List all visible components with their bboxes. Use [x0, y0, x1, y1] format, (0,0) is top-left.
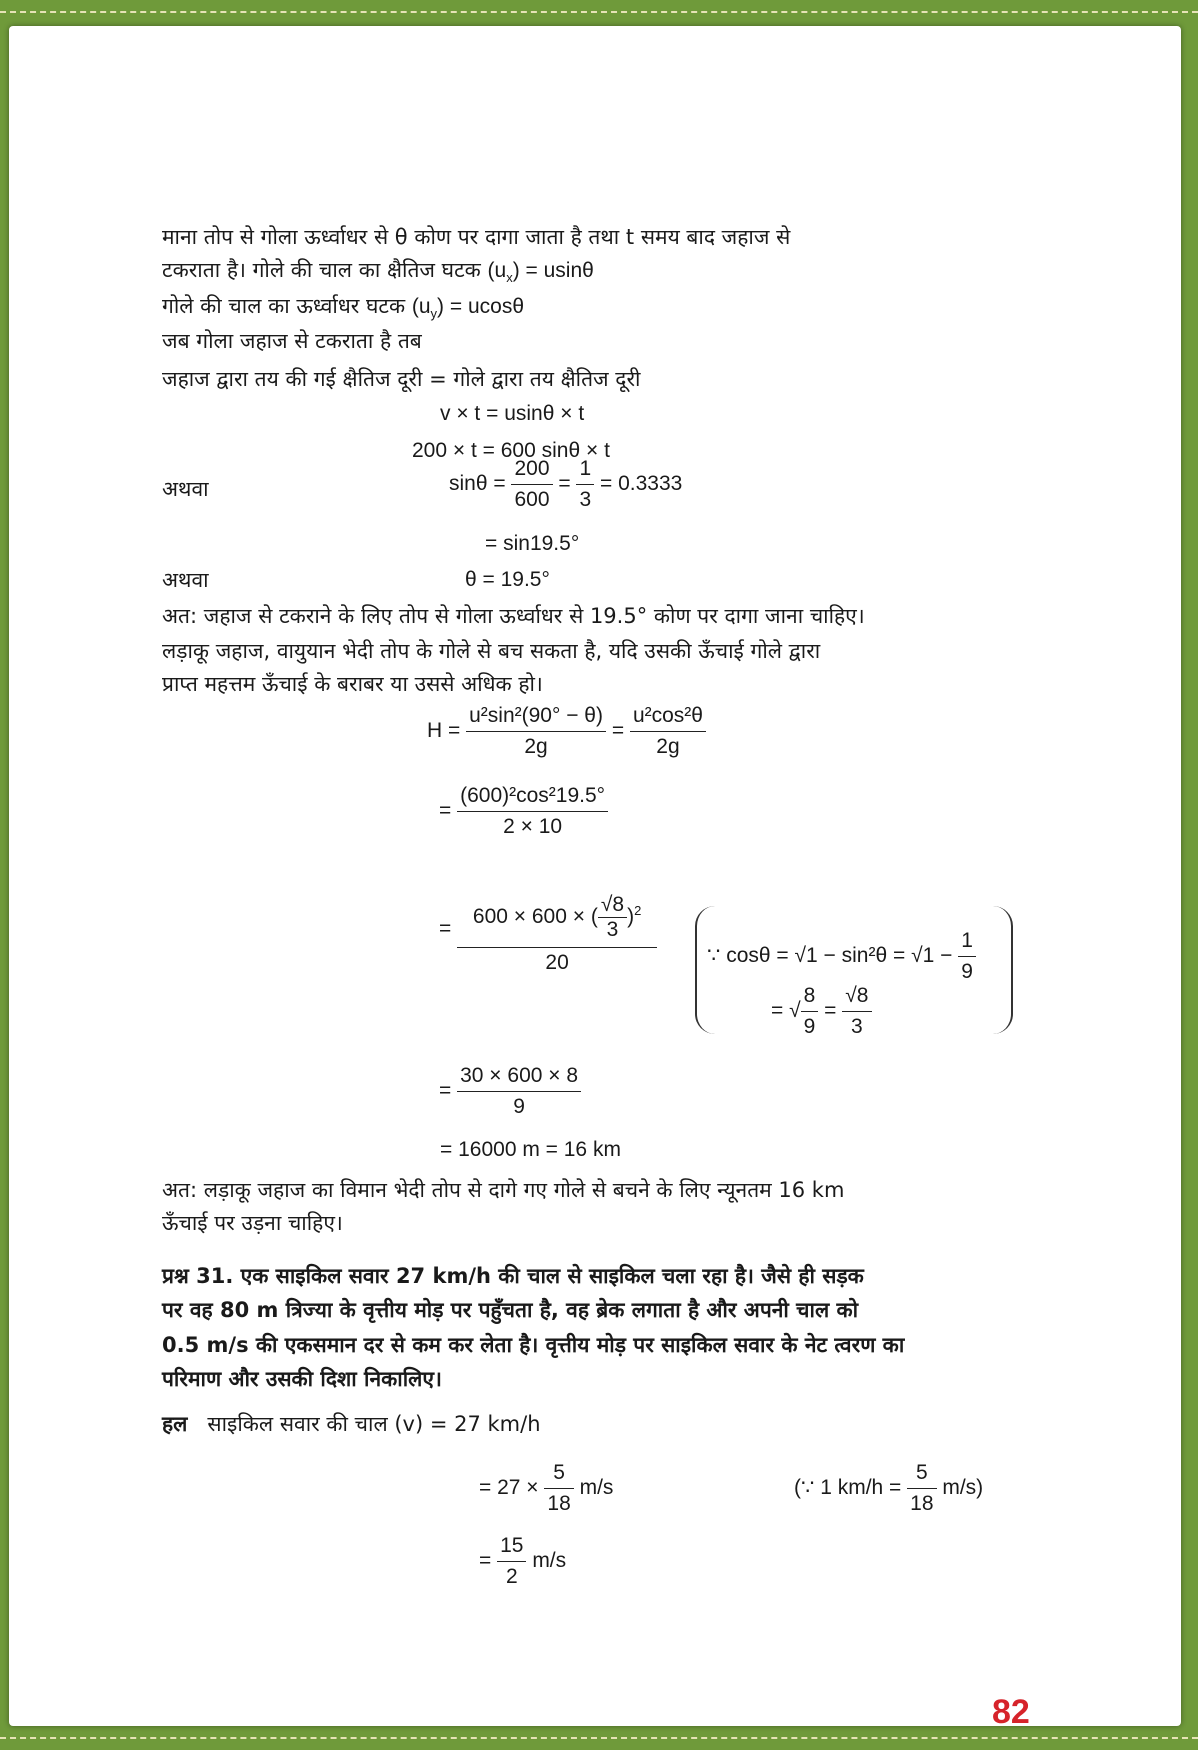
math-part: =	[824, 999, 837, 1023]
bottom-dashed-border	[0, 1737, 1198, 1739]
denominator: 18	[910, 1492, 934, 1515]
math-part: (u	[411, 295, 431, 318]
math-part: m/s	[579, 1476, 614, 1500]
text-line: जब गोला जहाज से टकराता है तब	[162, 329, 422, 353]
side-note-line	[707, 926, 976, 987]
fraction	[466, 701, 606, 762]
fraction	[457, 1061, 581, 1122]
solution-text: साइकिल सवार की चाल (v) = 27 km/h	[207, 1412, 541, 1436]
math-part: = 27 ×	[479, 1476, 539, 1500]
denominator: 600	[514, 488, 550, 511]
numerator: 600 × 600 × ( $\frac{√8}{3}$ )$^2$	[457, 881, 657, 948]
text-line: अत: जहाज से टकराने के लिए तोप से गोला ऊर्ध्वाधर से 19.5° कोण पर दागा जाना चाहिए।	[162, 604, 865, 628]
side-note-conversion	[794, 1458, 983, 1519]
exponent: 2	[634, 903, 642, 918]
equation: 200 × t = 600 sinθ × t	[412, 439, 610, 462]
equation	[439, 781, 608, 842]
numerator: 1	[576, 454, 594, 485]
numerator: 200	[511, 454, 552, 485]
denominator: 2g	[524, 735, 548, 758]
fraction	[497, 1531, 526, 1592]
subscript: x	[506, 270, 513, 286]
numerator: u²cos²θ	[630, 701, 706, 732]
math-part: =	[439, 799, 452, 823]
numerator: √8	[598, 893, 627, 918]
text-span: टकराता है। गोले की चाल का क्षैतिज घटक	[162, 258, 481, 282]
text-line: लड़ाकू जहाज, वायुयान भेदी तोप के गोले से बच सकता है, यदि उसकी ऊँचाई गोले द्वारा	[162, 639, 821, 663]
math-part: H =	[427, 719, 461, 743]
text-line: ऊँचाई पर उड़ना चाहिए।	[162, 1211, 343, 1235]
solution-line	[162, 1409, 541, 1439]
fraction	[630, 701, 706, 762]
math-part: (u	[487, 259, 507, 282]
math-part: m/s	[532, 1549, 567, 1573]
text-line: अत: लड़ाकू जहाज का विमान भेदी तोप से दागे गए गोले से बचने के लिए न्यूनतम 16 km	[162, 1178, 845, 1202]
numerator: √8	[842, 981, 871, 1012]
math-part: =	[771, 999, 784, 1023]
denominator: 3	[579, 488, 592, 511]
side-note-line: = √ $\frac{8}{9}$ = $\frac{√8}{3}$	[771, 981, 872, 1042]
numerator: (600)²cos²19.5°	[457, 781, 608, 812]
math-part: ∵ cosθ = √1 − sin²θ = √1 −	[707, 944, 953, 968]
denominator: 9	[961, 960, 973, 983]
denominator: 9	[803, 1015, 816, 1038]
fraction	[801, 981, 819, 1042]
question-line	[162, 1261, 864, 1291]
text-line	[162, 255, 594, 293]
math-part: m/s)	[942, 1476, 984, 1500]
subscript: y	[430, 306, 438, 322]
text-line: प्राप्त महत्तम ऊँचाई के बराबर या उससे अधिक हो।	[162, 672, 543, 696]
question-line: 0.5 m/s की एकसमान दर से कम कर लेता है। वृत्तीय मोड़ पर साइकिल सवार के नेट त्वरण का	[162, 1333, 905, 1357]
math-part: 600 × 600 ×	[472, 905, 586, 928]
denominator: 3	[851, 1015, 863, 1038]
math-part: =	[439, 1079, 452, 1103]
text-athva: अथवा	[162, 568, 209, 592]
text-span: गोले की चाल का ऊर्ध्वाधर घटक	[162, 294, 406, 318]
math-part: ) = usinθ	[512, 259, 594, 282]
fraction	[544, 1458, 573, 1519]
equation	[479, 1531, 566, 1592]
fraction	[457, 881, 657, 978]
denominator: 2	[505, 1565, 518, 1588]
fraction	[958, 926, 976, 987]
text-line: माना तोप से गोला ऊर्ध्वाधर से θ कोण पर दागा जाता है तथा t समय बाद जहाज से	[162, 225, 791, 249]
numerator: 5	[544, 1458, 573, 1489]
text-line	[162, 291, 524, 329]
math-span	[487, 259, 594, 286]
fraction	[511, 454, 552, 515]
fraction	[842, 981, 871, 1042]
numerator: 15	[497, 1531, 526, 1562]
math-part: sinθ =	[449, 472, 506, 496]
text-athva: अथवा	[162, 477, 209, 501]
equation: θ = 19.5°	[465, 568, 550, 591]
fraction	[576, 454, 594, 515]
fraction	[598, 893, 627, 942]
numerator: 1	[958, 926, 976, 957]
denominator: 20	[545, 951, 569, 974]
denominator: 3	[606, 917, 619, 941]
equation	[479, 1458, 613, 1519]
math-part: ) = ucosθ	[437, 295, 524, 318]
numerator: 5	[907, 1458, 936, 1489]
question-line: पर वह 80 m त्रिज्या के वृत्तीय मोड़ पर पहुँचता है, वह ब्रेक लगाता है और अपनी चाल को	[162, 1298, 859, 1322]
equation-H	[427, 701, 706, 762]
equation	[439, 1061, 581, 1122]
question-line: परिमाण और उसकी दिशा निकालिए।	[162, 1367, 442, 1391]
denominator: 9	[513, 1095, 525, 1118]
math-part: = 0.3333	[600, 472, 683, 496]
math-part: (∵ 1 km/h =	[794, 1476, 902, 1500]
page-number: 82	[992, 1693, 1030, 1731]
numerator: u²sin²(90° − θ)	[466, 701, 606, 732]
top-dashed-border	[0, 11, 1198, 13]
equation: v × t = usinθ × t	[440, 402, 585, 425]
math-part: =	[479, 1549, 492, 1573]
equation: = 16000 m = 16 km	[440, 1138, 621, 1161]
fraction	[457, 781, 608, 842]
equation-sin	[449, 454, 682, 515]
text-line: जहाज द्वारा तय की गई क्षैतिज दूरी = गोले द्वारा तय क्षैतिज दूरी	[162, 367, 641, 391]
numerator: 8	[801, 981, 819, 1012]
question-label: प्रश्न 31.	[162, 1264, 234, 1288]
equation	[439, 881, 657, 978]
math-part: =	[439, 917, 452, 941]
question-text: एक साइकिल सवार 27 km/h की चाल से साइकिल चला रहा है। जैसे ही सड़क	[240, 1264, 864, 1288]
math-part: =	[611, 719, 625, 743]
math-part: =	[558, 472, 571, 496]
textbook-page	[9, 26, 1181, 1731]
math-span	[411, 295, 524, 322]
denominator: 2 × 10	[503, 815, 563, 838]
fraction	[907, 1458, 936, 1519]
solution-label: हल	[162, 1412, 188, 1436]
denominator: 2g	[656, 735, 680, 758]
equation: = sin19.5°	[485, 532, 580, 555]
denominator: 18	[547, 1492, 571, 1515]
numerator: 30 × 600 × 8	[457, 1061, 581, 1092]
